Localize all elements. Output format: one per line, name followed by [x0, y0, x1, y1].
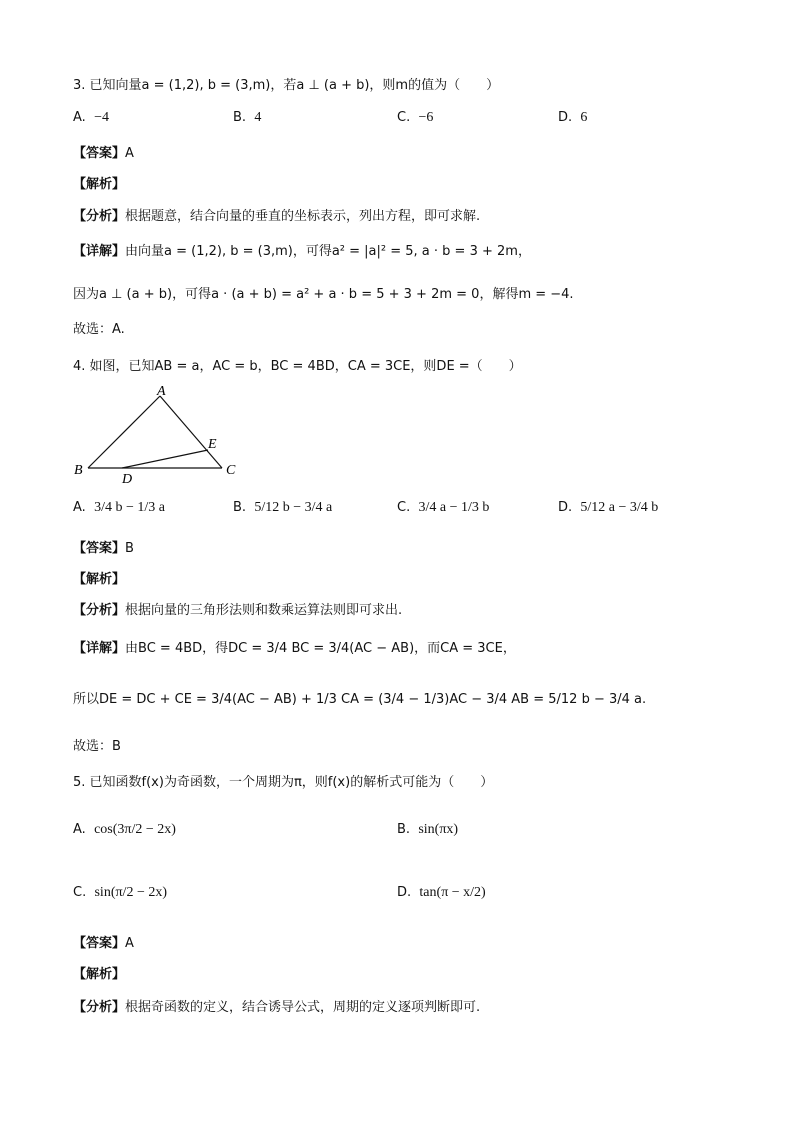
q4-option-b: B. 5/12 b − 3/4 a	[233, 500, 333, 515]
q4-option-c: C. 3/4 a − 1/3 b	[397, 500, 490, 515]
q4-answer: 【答案】B	[73, 541, 134, 556]
label-e: E	[208, 437, 217, 452]
q5-analysis-heading: 【解析】	[73, 967, 126, 982]
q3-option-b: B. 4	[233, 110, 262, 125]
q4-triangle-figure	[70, 382, 260, 487]
q4-option-a: A. 3/4 b − 1/3 a	[73, 500, 165, 515]
q3-detail-line-2: 因为a ⊥ (a + b)，可得a · (a + b) = a² + a · b = 5 + 3 + 2m = 0，解得m = −4.	[73, 287, 574, 302]
q4-detail-line-2: 所以DE = DC + CE = 3/4(AC − AB) + 1/3 CA = (3/4 − 1/3)AC − 3/4 AB = 5/12 b − 3/4 a.	[73, 692, 647, 707]
q3-conclusion: 故选：A.	[73, 322, 125, 337]
q3-fenxi: 【分析】根据题意，结合向量的垂直的坐标表示，列出方程，即可求解.	[73, 209, 481, 224]
q4-analysis-heading: 【解析】	[73, 572, 126, 587]
q3-detail-line-1: 【详解】由向量a = (1,2), b = (3,m)，可得a² = |a|² = 5, a · b = 3 + 2m，	[73, 244, 531, 259]
q3-analysis-heading: 【解析】	[73, 177, 126, 192]
q4-fenxi: 【分析】根据向量的三角形法则和数乘运算法则即可求出.	[73, 603, 403, 618]
q4-stem: 4. 如图，已知AB = a，AC = b，BC = 4BD，CA = 3CE，则DE =（ ）	[73, 359, 522, 374]
q5-fenxi: 【分析】根据奇函数的定义，结合诱导公式，周期的定义逐项判断即可.	[73, 1000, 481, 1015]
segment-de	[122, 450, 208, 468]
q5-answer: 【答案】A	[73, 936, 134, 951]
q3-option-a: A. −4	[73, 110, 109, 125]
q5-option-b: B. sin(πx)	[397, 822, 459, 837]
label-c: C	[226, 463, 236, 478]
q4-conclusion: 故选：B	[73, 739, 121, 754]
q3-stem: 3. 已知向量a = (1,2), b = (3,m)，若a ⊥ (a + b)，则m的值为（ ）	[73, 78, 500, 93]
q5-option-a: A. cos(3π/2 − 2x)	[73, 822, 176, 837]
q4-option-d: D. 5/12 a − 3/4 b	[558, 500, 659, 515]
q5-option-c: C. sin(π/2 − 2x)	[73, 885, 167, 900]
label-a: A	[157, 384, 166, 399]
q4-detail-line-1: 【详解】由BC = 4BD，得DC = 3/4 BC = 3/4(AC − AB)，而CA = 3CE，	[73, 641, 516, 656]
side-ab	[88, 396, 160, 468]
label-d: D	[122, 472, 133, 487]
q5-option-d: D. tan(π − x/2)	[397, 885, 486, 900]
q3-option-d: D. 6	[558, 110, 588, 125]
q5-stem: 5. 已知函数f(x)为奇函数，一个周期为π，则f(x)的解析式可能为（ ）	[73, 775, 494, 790]
q3-option-c: C. −6	[397, 110, 434, 125]
label-b: B	[74, 463, 83, 478]
q3-answer: 【答案】A	[73, 146, 134, 161]
side-ac	[160, 396, 222, 468]
